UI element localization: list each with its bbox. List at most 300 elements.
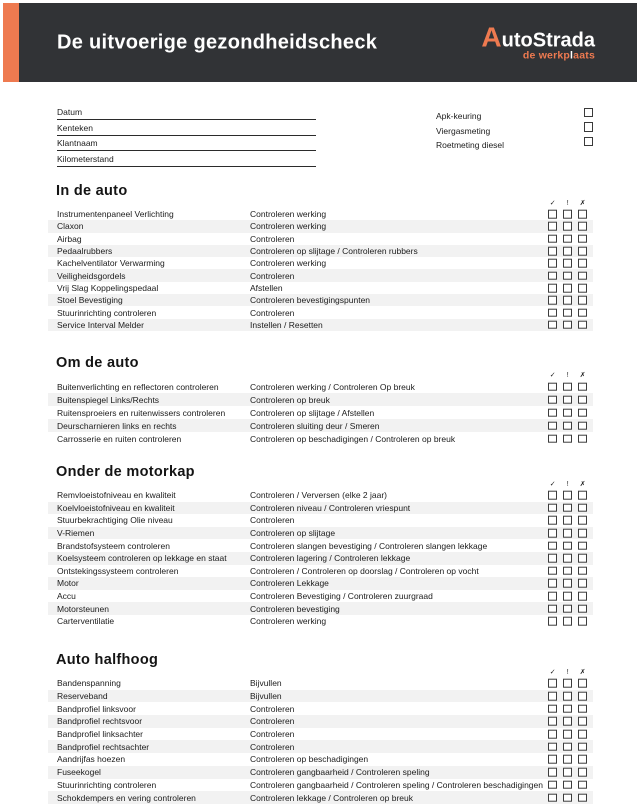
field-viergasmeting <box>436 121 593 134</box>
checkbox-warn[interactable] <box>563 382 572 391</box>
checklist-row <box>48 702 593 715</box>
field-label: Kenteken <box>57 122 93 133</box>
result-checkboxes <box>548 781 587 790</box>
checkbox-warn[interactable] <box>563 491 572 500</box>
checklist-row <box>48 380 593 393</box>
checkbox-ok[interactable] <box>548 592 557 601</box>
result-checkboxes <box>548 296 587 305</box>
checkbox-warn[interactable] <box>563 421 572 430</box>
row-item-label: Fuseekogel <box>57 767 101 778</box>
checklist-row <box>48 590 593 603</box>
result-checkboxes <box>548 421 587 430</box>
checkbox-ok[interactable] <box>548 604 557 613</box>
checklist-row <box>48 220 593 232</box>
field-label: Viergasmeting <box>436 125 491 136</box>
checkbox-ok[interactable] <box>548 579 557 588</box>
row-item-label: Veiligheidsgordels <box>57 270 126 281</box>
checkbox-warn[interactable] <box>563 704 572 713</box>
checkbox-fail[interactable] <box>578 781 587 790</box>
checklist-row <box>48 766 593 779</box>
row-action-label: Controleren werking <box>250 209 327 220</box>
row-item-label: Brandstofsysteem controleren <box>57 540 170 551</box>
result-checkboxes <box>548 321 587 330</box>
checklist-row <box>48 514 593 527</box>
checkbox-ok[interactable] <box>548 491 557 500</box>
checkbox-ok[interactable] <box>548 504 557 513</box>
row-action-label: Controleren <box>250 307 295 318</box>
checkbox-fail[interactable] <box>578 421 587 430</box>
row-item-label: Vrij Slag Koppelingspedaal <box>57 282 159 293</box>
checkbox-fail[interactable] <box>578 382 587 391</box>
section-auto-halfhoog <box>48 652 593 804</box>
result-checkboxes <box>548 793 587 802</box>
row-item-label: Buitenverlichting en reflectoren controleren <box>57 381 219 392</box>
row-action-label: Controleren gangbaarheid / Controleren speling <box>250 767 430 778</box>
checkbox-warn[interactable] <box>563 717 572 726</box>
checkbox-fail[interactable] <box>578 321 587 330</box>
check-icon: ✓ <box>549 200 556 207</box>
row-item-label: Bandenspanning <box>57 678 121 689</box>
row-item-label: Stuurinrichting controleren <box>57 307 157 318</box>
checkbox-warn[interactable] <box>563 395 572 404</box>
checkbox-ok[interactable] <box>548 408 557 417</box>
checkbox-warn[interactable] <box>563 617 572 626</box>
checkbox-ok[interactable] <box>548 395 557 404</box>
row-action-label: Controleren gangbaarheid / Controleren speling / Controleren beschadigingen <box>250 779 543 790</box>
field-label: Kilometerstand <box>57 153 114 164</box>
row-action-label: Controleren / Verversen (elke 2 jaar) <box>250 490 388 501</box>
row-item-label: Aandrijfas hoezen <box>57 754 126 765</box>
row-item-label: Bandprofiel rechtsachter <box>57 741 150 752</box>
field-roetmeting-diesel <box>436 135 593 148</box>
checkbox-fail[interactable] <box>578 395 587 404</box>
checklist-row <box>48 753 593 766</box>
row-item-label: Kachelventilator Verwarming <box>57 258 165 269</box>
row-action-label: Controleren Bevestiging / Controleren zuurgraad <box>250 591 433 602</box>
check-icon: ✓ <box>549 481 556 488</box>
logo-wordmark-rest: utoStrada <box>501 29 595 51</box>
checklist-row <box>48 257 593 269</box>
checkbox-fail[interactable] <box>578 296 587 305</box>
checklist-row <box>48 282 593 294</box>
row-action-label: Controleren sluiting deur / Smeren <box>250 420 380 431</box>
row-item-label: Motorsteunen <box>57 603 109 614</box>
checkbox-ok[interactable] <box>548 222 557 231</box>
checkbox-ok[interactable] <box>548 742 557 751</box>
checkbox-warn[interactable] <box>563 604 572 613</box>
row-item-label: Stuurbekrachtiging Olie niveau <box>57 515 173 526</box>
checklist-row <box>48 677 593 690</box>
checkbox-ok[interactable] <box>548 210 557 219</box>
checklist-row <box>48 294 593 306</box>
row-item-label: Claxon <box>57 221 84 232</box>
logo-letter-a: A <box>481 21 502 52</box>
checkbox-fail[interactable] <box>578 259 587 268</box>
field-datum[interactable] <box>57 105 316 120</box>
result-checkboxes <box>548 529 587 538</box>
checkbox-warn[interactable] <box>563 554 572 563</box>
result-checkboxes <box>548 222 587 231</box>
checklist-row <box>48 489 593 502</box>
accent-bar <box>3 3 19 82</box>
checkbox-ok[interactable] <box>548 234 557 243</box>
checkbox-warn[interactable] <box>563 768 572 777</box>
checkbox-fail[interactable] <box>578 516 587 525</box>
checkbox-warn[interactable] <box>563 755 572 764</box>
cross-icon: ✗ <box>579 481 586 488</box>
row-item-label: Bandprofiel linksachter <box>57 729 143 740</box>
result-checkboxes <box>548 259 587 268</box>
checklist-row <box>48 233 593 245</box>
checkbox-warn[interactable] <box>563 271 572 280</box>
checkbox-ok[interactable] <box>548 284 557 293</box>
row-action-label: Controleren <box>250 729 295 740</box>
row-item-label: Carterventilatie <box>57 616 115 627</box>
checklist-row <box>48 740 593 753</box>
section-title: Om de auto <box>56 355 139 371</box>
checkbox-fail[interactable] <box>578 692 587 701</box>
checkbox-warn[interactable] <box>563 679 572 688</box>
row-action-label: Controleren lekkage / Controleren op breuk <box>250 792 414 803</box>
row-item-label: Ruitensproeiers en ruitenwissers controleren <box>57 407 226 418</box>
result-checkboxes <box>548 679 587 688</box>
checklist-row <box>48 602 593 615</box>
checkbox-fail[interactable] <box>578 604 587 613</box>
checkbox-ok[interactable] <box>548 516 557 525</box>
checkbox-fail[interactable] <box>578 529 587 538</box>
result-checkboxes <box>548 704 587 713</box>
checklist-row <box>48 690 593 703</box>
checkbox-ok[interactable] <box>548 434 557 443</box>
row-action-label: Controleren <box>250 270 295 281</box>
checkbox-fail[interactable] <box>578 704 587 713</box>
row-action-label: Controleren / Controleren op doorslag / Controleren op vocht <box>250 565 479 576</box>
section-title: Onder de motorkap <box>56 464 195 480</box>
row-action-label: Controleren <box>250 716 295 727</box>
checkbox-ok[interactable] <box>548 247 557 256</box>
checklist-row <box>48 779 593 792</box>
checkbox-fail[interactable] <box>578 793 587 802</box>
row-action-label: Controleren op beschadigingen <box>250 754 369 765</box>
checkbox-fail[interactable] <box>578 617 587 626</box>
checklist-row <box>48 539 593 552</box>
checkbox-warn[interactable] <box>563 308 572 317</box>
checkbox-ok[interactable] <box>548 717 557 726</box>
row-action-label: Controleren op slijtage <box>250 528 336 539</box>
checkbox-ok[interactable] <box>548 692 557 701</box>
section-rows <box>48 380 593 445</box>
checkbox-fail[interactable] <box>578 679 587 688</box>
checkbox-fail[interactable] <box>578 234 587 243</box>
checkbox-warn[interactable] <box>563 742 572 751</box>
checkbox-fail[interactable] <box>578 730 587 739</box>
checkbox-fail[interactable] <box>578 284 587 293</box>
section-rows <box>48 208 593 331</box>
result-checkboxes <box>548 617 587 626</box>
checklist-row <box>48 615 593 628</box>
row-item-label: V-Riemen <box>57 528 95 539</box>
checkbox-warn[interactable] <box>563 579 572 588</box>
row-action-label: Instellen / Resetten <box>250 319 323 330</box>
checkbox-fail[interactable] <box>578 308 587 317</box>
row-action-label: Controleren werking / Controleren Op breuk <box>250 381 415 392</box>
field-checkbox[interactable] <box>584 108 594 118</box>
checkbox-warn[interactable] <box>563 222 572 231</box>
logo-tagline-pre: de werkp <box>522 49 571 61</box>
checkbox-warn[interactable] <box>563 296 572 305</box>
section-rows <box>48 677 593 804</box>
checkbox-ok[interactable] <box>548 541 557 550</box>
checklist-row <box>48 245 593 257</box>
row-action-label: Controleren <box>250 233 295 244</box>
section-rows <box>48 489 593 628</box>
checkbox-warn[interactable] <box>563 567 572 576</box>
checkbox-fail[interactable] <box>578 742 587 751</box>
row-item-label: Bandprofiel linksvoor <box>57 703 136 714</box>
checklist-row <box>48 269 593 281</box>
row-item-label: Reserveband <box>57 691 108 702</box>
checkbox-ok[interactable] <box>548 271 557 280</box>
checkbox-fail[interactable] <box>578 408 587 417</box>
field-checkbox[interactable] <box>584 137 594 147</box>
field-label: Apk-keuring <box>436 111 482 121</box>
checkbox-ok[interactable] <box>548 793 557 802</box>
result-column-headers <box>48 371 593 380</box>
row-item-label: Ontstekingssysteem controleren <box>57 565 179 576</box>
row-action-label: Bijvullen <box>250 678 282 689</box>
row-action-label: Controleren niveau / Controleren vriespunt <box>250 502 411 513</box>
check-icon: ✓ <box>549 669 556 676</box>
section-onder-de-motorkap <box>48 464 593 628</box>
row-item-label: Instrumentenpaneel Verlichting <box>57 209 174 220</box>
result-checkboxes <box>548 408 587 417</box>
logo-wordmark <box>481 23 595 51</box>
row-item-label: Buitenspiegel Links/Rechts <box>57 394 160 405</box>
checkbox-ok[interactable] <box>548 321 557 330</box>
checkbox-warn[interactable] <box>563 234 572 243</box>
row-action-label: Controleren werking <box>250 616 327 627</box>
checkbox-warn[interactable] <box>563 247 572 256</box>
checklist-row <box>48 728 593 741</box>
row-item-label: Service Interval Melder <box>57 319 144 330</box>
banner-body <box>19 3 637 82</box>
checklist-row <box>48 552 593 565</box>
row-action-label: Controleren op breuk <box>250 394 330 405</box>
result-checkboxes <box>548 604 587 613</box>
result-checkboxes <box>548 516 587 525</box>
result-checkboxes <box>548 434 587 443</box>
result-checkboxes <box>548 592 587 601</box>
checkbox-fail[interactable] <box>578 567 587 576</box>
checkbox-ok[interactable] <box>548 768 557 777</box>
checkbox-fail[interactable] <box>578 271 587 280</box>
exclamation-icon: ! <box>566 372 569 379</box>
checkbox-fail[interactable] <box>578 541 587 550</box>
row-action-label: Bijvullen <box>250 691 282 702</box>
result-checkboxes <box>548 247 587 256</box>
row-action-label: Controleren bevestigingspunten <box>250 295 371 306</box>
checkbox-warn[interactable] <box>563 408 572 417</box>
checkbox-fail[interactable] <box>578 717 587 726</box>
checkbox-fail[interactable] <box>578 579 587 588</box>
row-item-label: Deurscharnieren links en rechts <box>57 420 177 431</box>
section-in-de-auto <box>48 183 593 331</box>
section-om-de-auto <box>48 355 593 445</box>
checkbox-fail[interactable] <box>578 504 587 513</box>
result-checkboxes <box>548 234 587 243</box>
field-label: Datum <box>57 107 83 117</box>
checkbox-ok[interactable] <box>548 296 557 305</box>
autostrada-logo <box>481 23 595 61</box>
row-item-label: Pedaalrubbers <box>57 246 113 257</box>
row-action-label: Controleren werking <box>250 221 327 232</box>
checkbox-warn[interactable] <box>563 541 572 550</box>
checkbox-fail[interactable] <box>578 755 587 764</box>
row-item-label: Remvloeistofniveau en kwaliteit <box>57 490 176 501</box>
result-checkboxes <box>548 755 587 764</box>
logo-tagline-l: l <box>570 49 574 61</box>
result-checkboxes <box>548 554 587 563</box>
checkbox-ok[interactable] <box>548 755 557 764</box>
row-action-label: Controleren op slijtage / Afstellen <box>250 407 375 418</box>
checkbox-warn[interactable] <box>563 259 572 268</box>
result-checkboxes <box>548 382 587 391</box>
row-action-label: Controleren bevestiging <box>250 603 340 614</box>
row-action-label: Controleren lagering / Controleren lekkage <box>250 553 411 564</box>
checklist-row <box>48 715 593 728</box>
checkbox-ok[interactable] <box>548 567 557 576</box>
row-item-label: Motor <box>57 578 79 589</box>
exclamation-icon: ! <box>566 200 569 207</box>
result-checkboxes <box>548 717 587 726</box>
checkbox-fail[interactable] <box>578 554 587 563</box>
checkbox-ok[interactable] <box>548 679 557 688</box>
row-action-label: Controleren werking <box>250 258 327 269</box>
result-column-headers <box>48 199 593 208</box>
checkbox-ok[interactable] <box>548 259 557 268</box>
field-klantnaam[interactable] <box>57 136 316 151</box>
check-icon: ✓ <box>549 372 556 379</box>
checkbox-warn[interactable] <box>563 284 572 293</box>
checkbox-ok[interactable] <box>548 529 557 538</box>
row-action-label: Controleren <box>250 515 295 526</box>
row-action-label: Controleren Lekkage <box>250 578 329 589</box>
checkbox-fail[interactable] <box>578 768 587 777</box>
result-checkboxes <box>548 730 587 739</box>
checkbox-fail[interactable] <box>578 247 587 256</box>
section-title: Auto halfhoog <box>56 652 159 668</box>
checklist-row <box>48 791 593 804</box>
checkbox-warn[interactable] <box>563 321 572 330</box>
checkbox-warn[interactable] <box>563 504 572 513</box>
result-checkboxes <box>548 579 587 588</box>
checklist-row <box>48 306 593 318</box>
result-checkboxes <box>548 567 587 576</box>
row-item-label: Airbag <box>57 233 82 244</box>
row-action-label: Controleren op slijtage / Controleren rubbers <box>250 246 418 257</box>
checkbox-fail[interactable] <box>578 491 587 500</box>
result-checkboxes <box>548 692 587 701</box>
field-label: Klantnaam <box>57 138 98 148</box>
page-title: De uitvoerige gezondheidscheck <box>57 31 378 53</box>
result-checkboxes <box>548 742 587 751</box>
checkbox-warn[interactable] <box>563 730 572 739</box>
row-action-label: Controleren op beschadigingen / Controleren op breuk <box>250 433 456 444</box>
header-banner <box>3 3 637 82</box>
row-item-label: Koelsysteem controleren op lekkage en staat <box>57 553 227 564</box>
row-action-label: Controleren slangen bevestiging / Controleren slangen lekkage <box>250 540 488 551</box>
result-checkboxes <box>548 308 587 317</box>
cross-icon: ✗ <box>579 669 586 676</box>
field-kenteken[interactable] <box>57 121 316 136</box>
checkbox-warn[interactable] <box>563 210 572 219</box>
logo-tagline-post: aats <box>573 49 595 61</box>
row-action-label: Controleren <box>250 703 295 714</box>
result-checkboxes <box>548 210 587 219</box>
result-checkboxes <box>548 284 587 293</box>
exclamation-icon: ! <box>566 669 569 676</box>
result-checkboxes <box>548 271 587 280</box>
checkbox-ok[interactable] <box>548 730 557 739</box>
row-action-label: Afstellen <box>250 282 283 293</box>
checkbox-warn[interactable] <box>563 793 572 802</box>
checklist-row <box>48 565 593 578</box>
checklist-row <box>48 393 593 406</box>
checklist-row <box>48 406 593 419</box>
checkbox-ok[interactable] <box>548 704 557 713</box>
checkbox-ok[interactable] <box>548 382 557 391</box>
checklist-row <box>48 432 593 445</box>
checklist-row <box>48 527 593 540</box>
exclamation-icon: ! <box>566 481 569 488</box>
result-column-headers <box>48 668 593 677</box>
checkbox-warn[interactable] <box>563 592 572 601</box>
field-label: Roetmeting diesel <box>436 140 505 150</box>
checkbox-ok[interactable] <box>548 308 557 317</box>
cross-icon: ✗ <box>579 200 586 207</box>
row-action-label: Controleren <box>250 741 295 752</box>
checkbox-warn[interactable] <box>563 692 572 701</box>
field-checkbox[interactable] <box>584 122 594 132</box>
checkbox-fail[interactable] <box>578 222 587 231</box>
checkbox-warn[interactable] <box>563 434 572 443</box>
checkbox-ok[interactable] <box>548 554 557 563</box>
row-item-label: Schokdempers en vering controleren <box>57 792 196 803</box>
checkbox-ok[interactable] <box>548 781 557 790</box>
checklist-row <box>48 577 593 590</box>
checklist-row <box>48 502 593 515</box>
checkbox-warn[interactable] <box>563 529 572 538</box>
checklist-row <box>48 319 593 331</box>
row-item-label: Stoel Bevestiging <box>57 295 123 306</box>
checkbox-ok[interactable] <box>548 617 557 626</box>
checkbox-fail[interactable] <box>578 210 587 219</box>
checkbox-warn[interactable] <box>563 516 572 525</box>
cross-icon: ✗ <box>579 372 586 379</box>
field-apk-keuring <box>436 106 593 119</box>
result-checkboxes <box>548 491 587 500</box>
row-item-label: Carrosserie en ruiten controleren <box>57 433 182 444</box>
field-kilometerstand[interactable] <box>57 152 316 167</box>
checkbox-warn[interactable] <box>563 781 572 790</box>
checklist-row <box>48 419 593 432</box>
row-item-label: Koelvloeistofniveau en kwaliteit <box>57 502 175 513</box>
result-checkboxes <box>548 395 587 404</box>
checkbox-ok[interactable] <box>548 421 557 430</box>
checkbox-fail[interactable] <box>578 592 587 601</box>
checkbox-fail[interactable] <box>578 434 587 443</box>
result-column-headers <box>48 480 593 489</box>
